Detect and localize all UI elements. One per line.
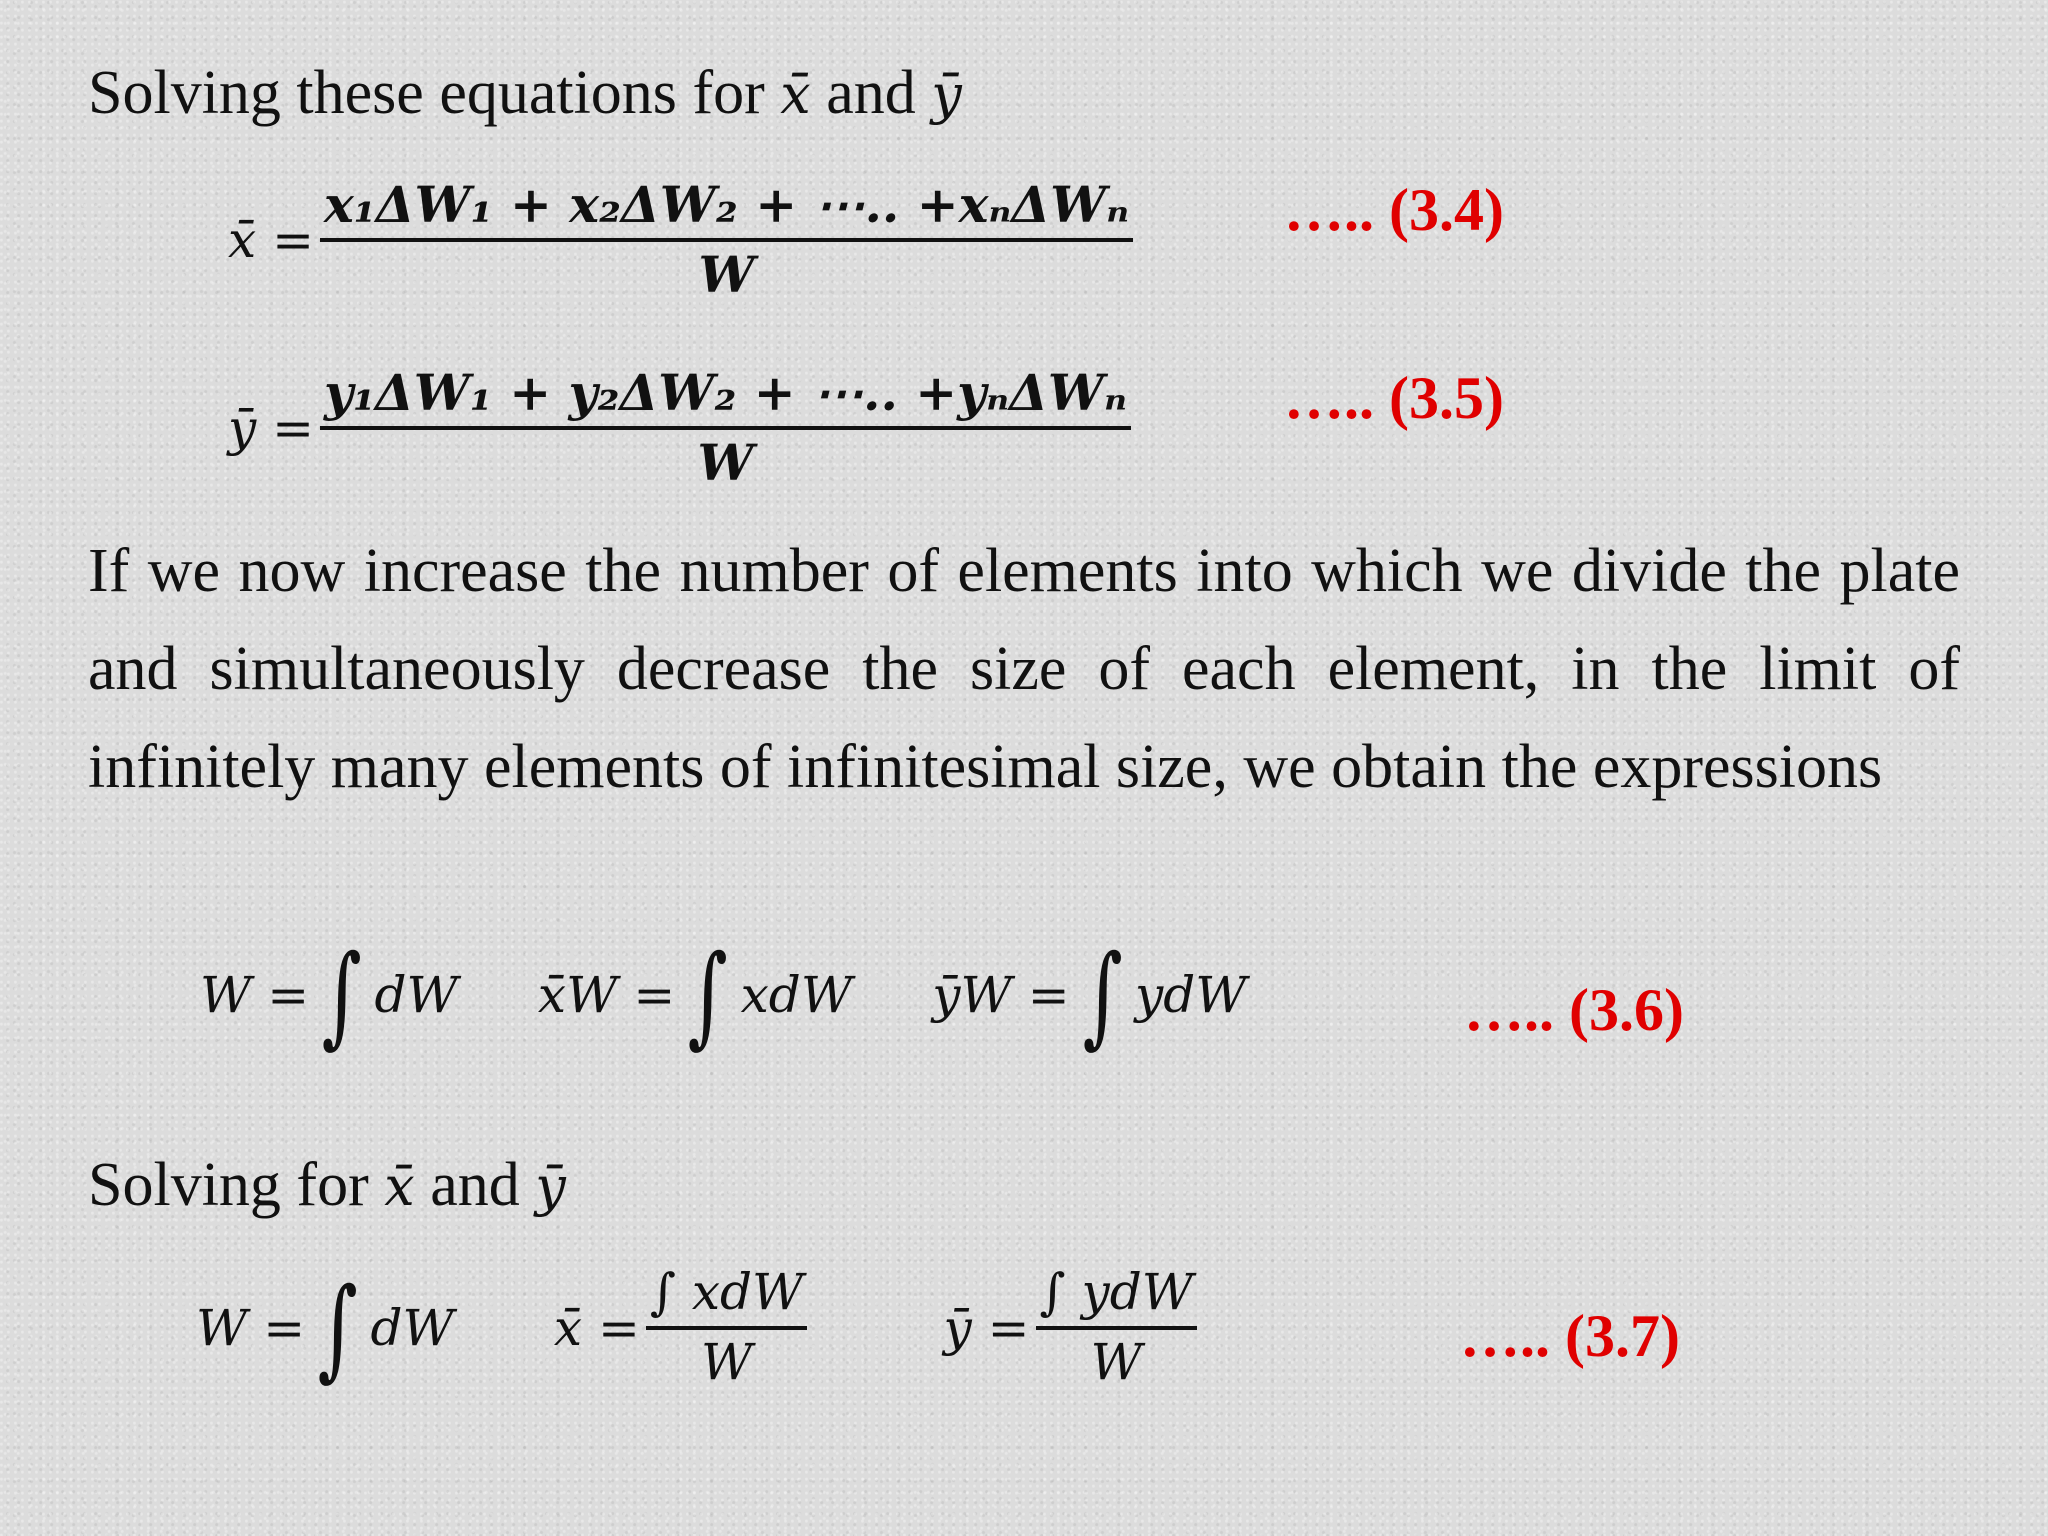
integral-sign: ∫ [321,931,362,1059]
equation-3-4-label: ….. (3.4) [1284,177,1504,243]
eq36-a-rhs: dW [374,966,458,1024]
eq37-b-lhs: x̄ = [553,1298,640,1357]
eq35-denominator: W [697,432,754,492]
eq37-a-rhs: dW [370,1298,454,1357]
y-bar-symbol: ȳ [931,63,962,126]
eq35-lhs: ȳ = [228,398,315,457]
eq37-c-lhs: ȳ = [943,1298,1030,1357]
body-paragraph: If we now increase the number of elements into which we divide the plate and simultaneously decrease the size of each element, in the limit of infinitely many elements of infinitesimal size, we obtain the expressions [88,537,1960,801]
eq35-fraction [320,364,1131,491]
integral-sign: ∫ [687,931,729,1059]
eq36-c-lhs: ȳW = [932,966,1070,1024]
intro-line [88,44,962,144]
solving-line [88,1136,566,1236]
x-bar-symbol: x̄ [780,63,811,126]
eq37-c-denominator: W [1090,1332,1142,1391]
eq37-b-fraction-bar [646,1326,808,1330]
eq34-fraction [320,176,1133,303]
eq35-numerator: y₁ΔW₁ + y₂ΔW₂ + ⋯.. +yₙΔWₙ [324,363,1127,422]
eq36-a-lhs: W = [200,966,310,1024]
and-text: and [810,59,932,127]
eq37-a-lhs: W = [196,1298,306,1357]
eq35-fraction-bar [320,426,1131,430]
eq36-c-rhs: ydW [1134,966,1247,1024]
eq37-b-fraction [646,1264,808,1391]
solving-text: Solving for [88,1151,385,1219]
integral-sign: ∫ [1082,931,1123,1059]
equation-3-6-label: ….. (3.6) [1464,977,1684,1043]
y-bar-symbol: ȳ [535,1155,566,1218]
eq37-b-denominator: W [700,1332,753,1391]
eq36-b-rhs: xdW [740,966,853,1024]
eq34-denominator: W [698,244,755,304]
and-text: and [414,1151,536,1219]
eq37-c-fraction [1036,1264,1198,1391]
eq34-lhs: x̄ = [228,210,314,269]
eq37-c-fraction-bar [1036,1326,1198,1330]
equation-3-5-label: ….. (3.5) [1284,365,1504,431]
equation-3-6 [200,931,1247,1059]
eq37-b-numerator: ∫ xdW [649,1263,804,1321]
eq36-b-lhs: x̄W = [537,966,676,1024]
equation-3-5 [228,364,1137,491]
intro-text: Solving these equations for [88,59,781,127]
equation-3-7 [196,1264,1203,1391]
integral-sign: ∫ [317,1263,358,1392]
eq34-fraction-bar [320,238,1133,242]
x-bar-symbol: x̄ [384,1155,415,1218]
equation-3-7-label: ….. (3.7) [1460,1303,1680,1369]
eq34-numerator: x₁ΔW₁ + x₂ΔW₂ + ⋯.. +xₙΔWₙ [324,175,1130,234]
eq37-c-numerator: ∫ ydW [1039,1263,1194,1321]
equation-3-4 [228,176,1139,303]
